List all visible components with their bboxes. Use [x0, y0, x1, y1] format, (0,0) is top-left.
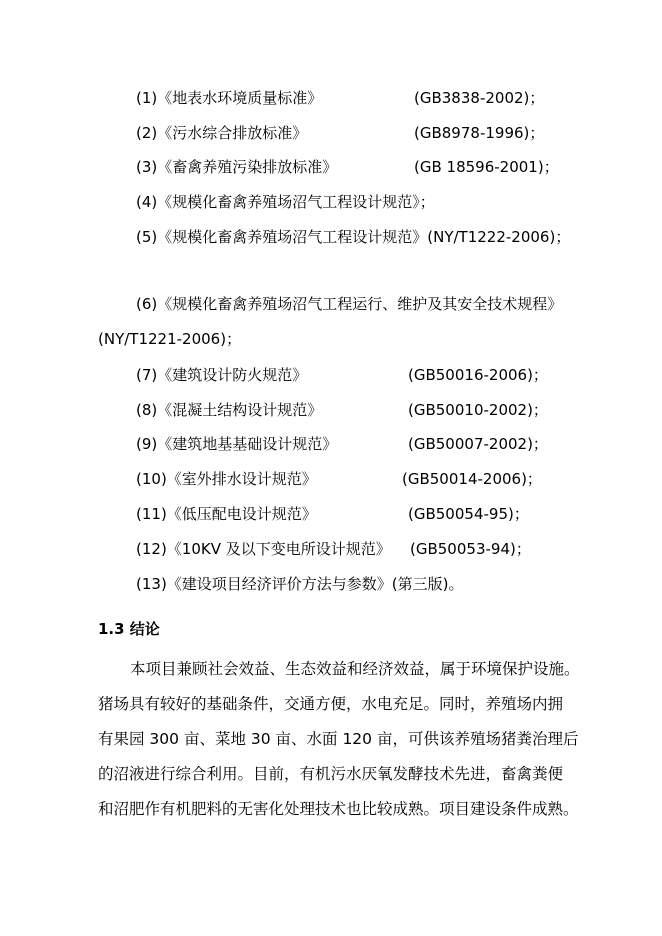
- reference-title: (2)《污水综合排放标准》: [136, 124, 308, 142]
- reference-title: (11)《低压配电设计规范》: [136, 505, 317, 523]
- reference-code: (GB50016-2006)；: [408, 366, 548, 384]
- reference-code: (GB 18596-2001)；: [414, 158, 559, 176]
- reference-code: (GB50010-2002)；: [408, 401, 548, 419]
- paragraph-line: 有果园 300 亩、菜地 30 亩、水面 120 亩，可供该养殖场猪粪治理后: [98, 730, 579, 748]
- reference-title: (7)《建筑设计防火规范》: [136, 366, 308, 384]
- reference-title: (13)《建设项目经济评价方法与参数》(第三版)。: [136, 575, 464, 593]
- reference-code: (GB8978-1996)；: [414, 124, 545, 142]
- section-heading: 1.3 结论: [98, 620, 160, 638]
- reference-title: (8)《混凝土结构设计规范》: [136, 401, 323, 419]
- reference-title: (1)《地表水环境质量标准》: [136, 89, 323, 107]
- reference-item-6-continuation: (NY/T1221-2006)；: [98, 330, 242, 348]
- reference-code: (GB50053-94)；: [410, 540, 531, 558]
- reference-code: (GB50007-2002)；: [408, 435, 548, 453]
- reference-title: (4)《规模化畜禽养殖场沼气工程设计规范》；: [136, 193, 435, 211]
- reference-code: (GB50054-95)；: [408, 505, 529, 523]
- reference-title: (6)《规模化畜禽养殖场沼气工程运行、维护及其安全技术规程》: [136, 295, 563, 313]
- reference-title: (5)《规模化畜禽养殖场沼气工程设计规范》(NY/T1222-2006)；: [136, 228, 571, 246]
- paragraph-line: 本项目兼顾社会效益、生态效益和经济效益，属于环境保护设施。: [130, 660, 580, 678]
- paragraph-line: 和沼肥作有机肥料的无害化处理技术也比较成熟。项目建设条件成熟。: [98, 800, 579, 818]
- reference-title: (9)《建筑地基基础设计规范》: [136, 435, 338, 453]
- reference-title: (3)《畜禽养殖污染排放标准》: [136, 158, 338, 176]
- paragraph-line: 的沼液进行综合利用。目前，有机污水厌氧发酵技术先进，畜禽粪便: [98, 765, 564, 783]
- reference-title: (12)《10KV 及以下变电所设计规范》: [136, 540, 391, 558]
- reference-code: (GB50014-2006)；: [402, 470, 542, 488]
- reference-code: (GB3838-2002)；: [414, 89, 545, 107]
- paragraph-line: 猪场具有较好的基础条件，交通方便，水电充足。同时，养殖场内拥: [98, 695, 564, 713]
- reference-title: (10)《室外排水设计规范》: [136, 470, 317, 488]
